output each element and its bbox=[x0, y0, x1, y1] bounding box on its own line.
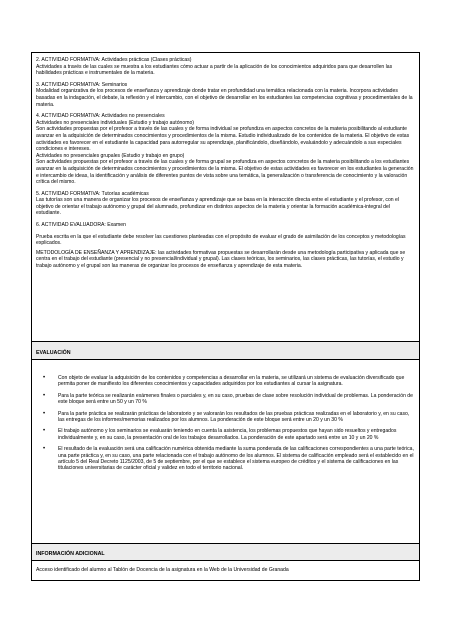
evaluation-item-text: Para la parte teórica se realizarán exámenes finales o parciales y, en su caso, pruebas de clase sobre resolución individual de problemas. La ponderación de este bloque será entre un 50 y un 70 % bbox=[58, 392, 413, 406]
guide-page bbox=[31, 52, 420, 581]
evaluation-item bbox=[36, 375, 415, 388]
activity-4-subtitle-individual: Actividades no presenciales individuales (Estudio y trabajo autónomo) bbox=[36, 119, 194, 126]
activity-3-title: 3. ACTIVIDAD FORMATIVA: Seminarios bbox=[36, 81, 128, 88]
evaluation-item-text: Con objeto de evaluar la adquisición de los contenidos y competencias a desarrollar en la materia, se utilizará un sistema de evaluación diversificado que permita poner de manifiesto los diferentes conocimientos y capacidades adquiridos por los estudiantes al cursar la asignatura. bbox=[58, 375, 405, 388]
evaluation-item bbox=[36, 428, 415, 441]
evaluation-section bbox=[31, 360, 420, 544]
activity-4-body-group: Son actividades propuestas por el profesor a través de las cuales y de forma grupal se profundiza en aspectos concretos de la materia posibilitando a los estudiantes avanzar en la adquisición de determinados conocimientos y procedimientos de la misma. El objetivo de estas actividades es favorecer en los estudiantes la generación e intercambio de ideas, la identificación y análisis de diferentes puntos de vista sobre una temática, la generalización o transferencia de conocimiento y la valoración crítica del mismo. bbox=[36, 159, 414, 186]
bullet-icon: • bbox=[43, 375, 46, 381]
activity-5-title: 5. ACTIVIDAD FORMATIVA: Tutorías académicas bbox=[36, 190, 149, 197]
activity-5-body: Las tutorías son una manera de organizar los procesos de enseñanza y aprendizaje que se basa en la interacción directa entre el estudiante y el profesor, con el objetivo de orientar el trabajo autónomo y grupal del alumnado, profundizar en distintos aspectos de la materia y orientar la formación académica-integral del estudiante. bbox=[36, 197, 400, 217]
activity-4-subtitle-group: Actividades no presenciales grupales (Estudio y trabajo en grupo) bbox=[36, 152, 185, 159]
additional-info-text: Acceso identificado del alumno al Tablón de Docencia de la asignatura en la Web de la Universidad de Granada bbox=[31, 561, 420, 581]
activity-6-body: Prueba escrita en la que el estudiante debe resolver las cuestiones planteadas con el propósito de evaluar el grado de asimilación de los conceptos y metodologías explicados. bbox=[36, 233, 406, 247]
evaluation-item-text: El resultado de la evaluación será una calificación numérica obtenida mediante la suma ponderada de las calificaciones correspondientes a una parte teórica, una parte práctica y, en su caso, una parte relacionada con el trabajo autónomo de los alumnos. El sistema de calificación empleado será el establecido en el artículo 5 del Real Decreto 1125/2003, de 5 de septiembre, por el que se establece el sistema europeo de créditos y el sistema de calificaciones en las titulaciones universitarias de carácter oficial y validez en todo el territorio nacional. bbox=[58, 446, 414, 472]
evaluation-item bbox=[36, 393, 415, 406]
evaluation-item bbox=[36, 446, 415, 472]
bullet-icon: • bbox=[43, 410, 46, 417]
bullet-icon: • bbox=[43, 428, 46, 435]
bullet-icon: • bbox=[43, 392, 46, 399]
evaluation-item-text: El trabajo autónomo y los seminarios se evaluarán teniendo en cuenta la asistencia, los problemas propuestos que hayan sido resueltos y entregados individualmente y, en su caso, la presentación oral de los trabajos desarrollados. La ponderación de este apartado será entre un 10 y un 20 % bbox=[58, 428, 397, 441]
evaluation-item-text: Para la parte práctica se realizarán prácticas de laboratorio y se valorarán los resultados de las pruebas prácticas realizadas en el laboratorio y, en su caso, las entregas de los informes/memorias realizados por los alumnos. La ponderación de este bloque será entre un 20 y un 30 % bbox=[58, 410, 410, 424]
activities-section bbox=[31, 52, 420, 342]
activity-4-body-individual: Son actividades propuestas por el profesor a través de las cuales y de forma individual se profundiza en aspectos concretos de la materia posibilitando al estudiante avanzar en la adquisición de determinados conocimientos y procedimientos de la misma. Estudio individualizado de los contenidos de la materia. El objetivo de estas actividades es favorecer en el estudiante la capacidad para autorregular su aprendizaje, planificándolo, diseñándolo, evaluándolo y adecuándolo a sus especiales condiciones e intereses. bbox=[36, 126, 410, 153]
activity-4-title: 4. ACTIVIDAD FORMATIVA: Actividades no presenciales bbox=[36, 113, 165, 120]
additional-info-heading: INFORMACIÓN ADICIONAL bbox=[31, 544, 420, 561]
activity-3-body: Modalidad organizativa de los procesos de enseñanza y aprendizaje donde tratar en profundidad una temática relacionada con la materia. Incorpora actividades basadas en la indagación, el debate, la reflexión y el intercambio, con el objetivo de desarrollar en los estudiantes las competencias cognitivas y procedimentales de la materia. bbox=[36, 88, 413, 108]
methodology-text: METODOLOGÍA DE ENSEÑANZA Y APRENDIZAJE: las actividades formativas propuestas se desarrollarán desde una metodología participativa y aplicada que se centra en el trabajo del estudiante (presencial y no presencial/individual y grupal). Las clases teóricas, los seminarios, las clases prácticas, las tutorías, el estudio y trabajo autónomo y el grupal son las maneras de organizar los procesos de enseñanza y aprendizaje de esta materia. bbox=[36, 249, 406, 270]
evaluation-item bbox=[36, 411, 415, 424]
activity-2-body: Actividades a través de las cuales se muestra a los estudiantes cómo actuar a partir de la aplicación de los conocimientos adquiridos para que desarrollen las habilidades prácticas e instrumentales de la materia. bbox=[36, 63, 393, 77]
activity-6-title: 6. ACTIVIDAD EVALUADORA: Examen bbox=[36, 222, 126, 229]
bullet-icon: • bbox=[43, 446, 46, 453]
activity-2-title: 2. ACTIVIDAD FORMATIVA: Actividades prácticas (Clases prácticas) bbox=[36, 57, 192, 63]
evaluation-heading: EVALUACIÓN bbox=[31, 342, 420, 360]
